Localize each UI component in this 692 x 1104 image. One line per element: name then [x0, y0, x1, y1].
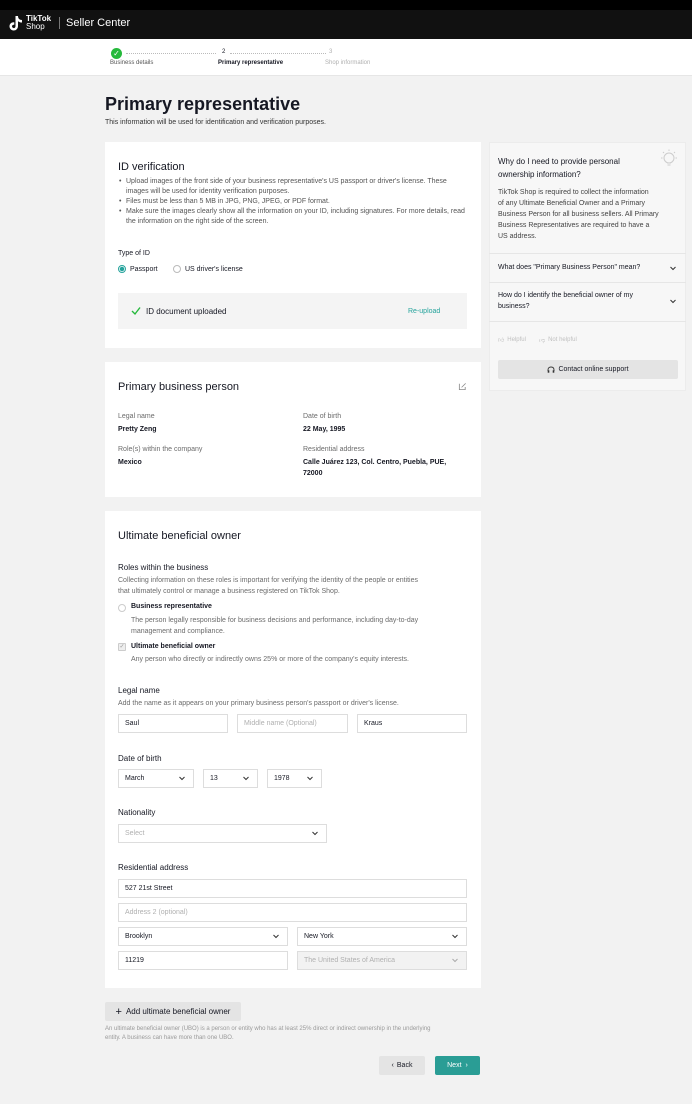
helpful-button[interactable] [498, 336, 526, 344]
dob-month-value: March [125, 775, 145, 782]
business-rep-checkbox[interactable] [118, 604, 126, 612]
dob-heading: Date of birth [118, 754, 162, 763]
last-name-input[interactable] [357, 714, 467, 733]
roles-value: Mexico [118, 459, 142, 466]
address-line1-value: 527 21st Street [125, 885, 173, 892]
step-connector [230, 53, 326, 54]
help-divider [489, 282, 686, 283]
help-body [498, 187, 659, 242]
help-body-line: of any Ultimate Beneficial Owner and a Primary [498, 200, 646, 207]
help-divider [489, 321, 686, 322]
lightbulb-icon [658, 148, 680, 170]
reupload-link[interactable]: Re-upload [408, 308, 441, 315]
dob-label: Date of birth [303, 413, 342, 420]
radio-selected-icon[interactable] [118, 265, 126, 273]
dob-day-value: 13 [210, 775, 218, 782]
step-1-label: Business details [110, 60, 154, 66]
help-title-2: ownership information? [498, 170, 581, 179]
step-connector [126, 53, 216, 54]
business-rep-label[interactable]: Business representative [131, 603, 212, 610]
check-icon [131, 306, 141, 316]
drivers-license-label: US driver's license [185, 265, 243, 273]
back-label: Back [396, 1062, 413, 1069]
dob-year-value: 1978 [274, 775, 290, 782]
primary-business-person-title: Primary business person [118, 381, 240, 393]
zip-value: 11219 [125, 957, 144, 964]
chevron-down-icon [272, 932, 280, 940]
next-label: Next [447, 1062, 462, 1069]
step-2-number: 2 [222, 49, 226, 55]
roles-description-2: that ultimately control or manage a business registered on TikTok Shop. [118, 588, 340, 595]
edit-icon[interactable] [458, 382, 467, 391]
residential-address-line2: 72000 [303, 470, 323, 477]
helpful-label: Helpful [507, 337, 526, 343]
not-helpful-button[interactable] [539, 336, 577, 344]
chevron-down-icon [451, 932, 459, 940]
passport-radio-option[interactable] [118, 265, 158, 273]
nationality-heading: Nationality [118, 808, 156, 817]
legal-name-heading: Legal name [118, 686, 160, 695]
chevron-left-icon: ‹ [391, 1062, 394, 1069]
ubo-note-2: entity. A business can have more than one UBO. [105, 1035, 234, 1041]
chevron-down-icon [178, 774, 186, 782]
header-divider [59, 17, 60, 29]
add-ubo-label: Add ultimate beneficial owner [125, 1007, 231, 1016]
state-select[interactable] [297, 927, 467, 946]
ubo-role-checkbox[interactable]: ✓ [119, 644, 125, 650]
thumbs-up-icon: 👍︎ [498, 338, 505, 344]
nationality-select[interactable] [118, 824, 327, 843]
headset-icon [547, 366, 555, 374]
page-title: Primary representative [105, 94, 301, 114]
step-3-label: Shop information [325, 60, 371, 66]
ubo-role-desc: Any person who directly or indirectly owns 25% or more of the company's equity interests. [131, 656, 409, 663]
last-name-value: Kraus [364, 720, 383, 727]
type-of-id-label: Type of ID [118, 250, 150, 257]
step-1-check-icon: ✓ [111, 48, 122, 59]
bullet-item: • Make sure the images clearly show all the information on your ID, including signatures. For more details, read the information on the right side of the screen. [118, 207, 468, 227]
legal-name-label: Legal name [118, 413, 155, 420]
dob-value: 22 May, 1995 [303, 426, 346, 433]
drivers-license-radio-option[interactable] [173, 265, 243, 273]
chevron-down-icon[interactable] [669, 297, 677, 305]
chevron-down-icon [311, 829, 319, 837]
chevron-right-icon: › [465, 1062, 468, 1069]
bullet-item: • Upload images of the front side of your business representative's US passport or driver's license. These images will be used for identity verification purposes. [118, 177, 468, 197]
roles-label: Role(s) within the company [118, 446, 203, 453]
ubo-note-1: An ultimate beneficial owner (UBO) is a person or entity who has at least 25% direct or indirect ownership in the underlying [105, 1026, 431, 1032]
next-button[interactable] [435, 1056, 480, 1075]
nationality-placeholder: Select [125, 830, 145, 837]
first-name-input[interactable] [118, 714, 228, 733]
faq-item-primary-business-person[interactable]: What does "Primary Business Person" mean? [498, 264, 641, 271]
address-line2-placeholder: Address 2 (optional) [125, 909, 188, 916]
contact-support-label: Contact online support [558, 366, 629, 373]
chevron-down-icon [242, 774, 250, 782]
state-value: New York [304, 933, 334, 940]
progress-stepper [0, 39, 692, 76]
roles-description-1: Collecting information on these roles is important for verifying the identity of the people or entities [118, 577, 418, 584]
page-subtitle: This information will be used for identification and verification purposes. [105, 119, 327, 126]
top-strip [0, 0, 692, 10]
dob-day-select[interactable] [203, 769, 258, 788]
business-rep-desc-2: management and compliance. [131, 628, 225, 635]
address-heading: Residential address [118, 863, 189, 872]
tiktok-note-icon [9, 15, 23, 31]
plus-icon: + [115, 1005, 122, 1018]
dob-month-select[interactable] [118, 769, 194, 788]
back-button[interactable] [379, 1056, 425, 1075]
country-select-disabled [297, 951, 467, 970]
tiktok-shop-logo[interactable] [9, 15, 51, 31]
radio-unselected-icon[interactable] [173, 265, 181, 273]
contact-support-button[interactable] [498, 360, 678, 379]
city-select[interactable] [118, 927, 288, 946]
help-body-line: Business Person for all business sellers. All Primary [498, 211, 659, 218]
middle-name-placeholder: Middle name (Optional) [244, 720, 317, 727]
seller-center-title: Seller Center [66, 17, 131, 29]
bullet-item: • Files must be less than 5 MB in JPG, PNG, JPEG, or PDF format. [118, 197, 468, 207]
ubo-role-label[interactable]: Ultimate beneficial owner [131, 643, 216, 650]
business-rep-desc-1: The person legally responsible for business decisions and performance, including day-to-day [131, 617, 419, 624]
residential-address-label: Residential address [303, 446, 365, 453]
help-body-line: TikTok Shop is required to collect the information [498, 189, 649, 196]
legal-name-hint: Add the name as it appears on your primary business person's passport or driver's license. [118, 700, 399, 707]
step-2-label: Primary representative [218, 60, 284, 66]
country-value: The United States of America [304, 957, 396, 964]
chevron-down-icon[interactable] [669, 264, 677, 272]
logo-sub: Shop [26, 22, 45, 31]
address-line2-input[interactable] [118, 903, 467, 922]
faq-item-beneficial-owner-line2: business? [498, 303, 530, 310]
logo-name: TikTok [26, 14, 52, 23]
id-verification-bullets [118, 177, 468, 227]
id-verification-title: ID verification [118, 161, 185, 173]
not-helpful-label: Not helpful [548, 337, 577, 343]
roles-heading: Roles within the business [118, 563, 209, 572]
help-title-1: Why do I need to provide personal [498, 157, 620, 166]
help-divider [489, 253, 686, 254]
city-value: Brooklyn [125, 933, 153, 940]
passport-label: Passport [130, 265, 158, 273]
help-body-line: Business Representatives are required to have a [498, 222, 650, 229]
upload-status-text: ID document uploaded [146, 307, 227, 316]
first-name-value: Saul [125, 720, 140, 727]
chevron-down-icon [451, 956, 459, 964]
residential-address-line1: Calle Juárez 123, Col. Centro, Puebla, PUE, [303, 459, 447, 466]
dob-year-select[interactable] [267, 769, 322, 788]
address-line1-input[interactable] [118, 879, 467, 898]
middle-name-input[interactable] [237, 714, 348, 733]
legal-name-value: Pretty Zeng [118, 426, 157, 433]
step-3-number: 3 [329, 49, 333, 55]
chevron-down-icon [306, 774, 314, 782]
ubo-title: Ultimate beneficial owner [118, 530, 241, 542]
zip-input[interactable] [118, 951, 288, 970]
faq-item-beneficial-owner[interactable]: How do I identify the beneficial owner of my [498, 292, 634, 299]
help-body-line: US address. [498, 233, 537, 240]
add-ubo-button[interactable] [105, 1002, 241, 1021]
thumbs-down-icon: 👎︎ [539, 338, 546, 344]
